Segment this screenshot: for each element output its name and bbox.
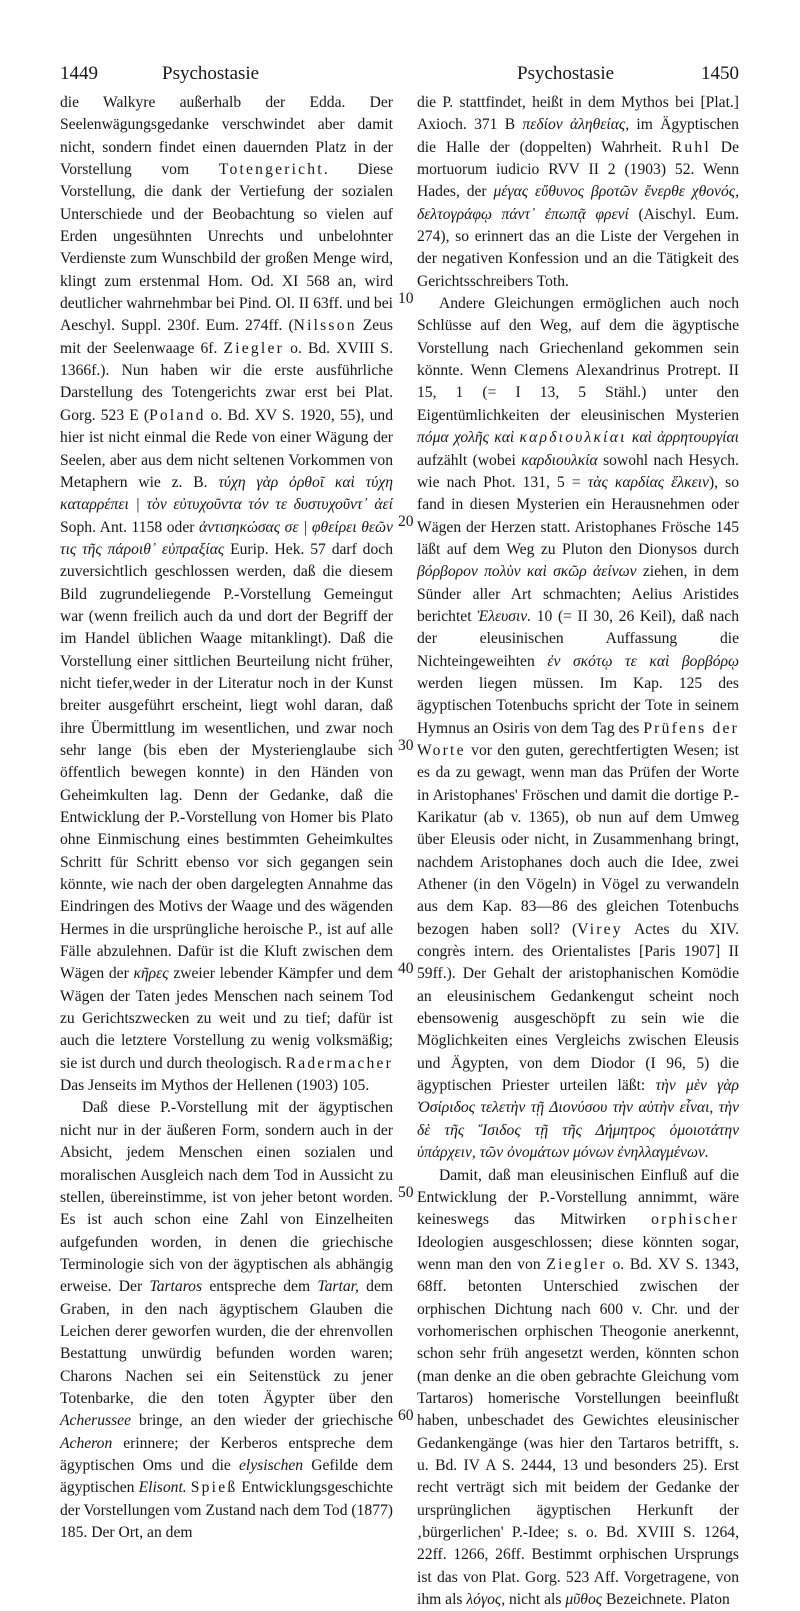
greek-quote: τύχη γὰρ ὀρθοῖ καὶ τύχη καταρρέπει | τὸν εὐτυχοῦντα τόν τε δυστυχοῦντ᾽ ἀεί [60,474,393,513]
greek-word: λόγος, [466,1591,505,1608]
text: Gefilde dem ägyptischen [60,1457,393,1496]
greek-quote: πόμα χολῆς καὶ [417,429,514,446]
text: erinnere; der Kerberos entspreche dem ägyptischen Oms und die [60,1435,393,1474]
author-name: Ziegler [546,1256,606,1273]
text: Actes du XIV. congrès intern. des Orientalistes [Paris 1907] II 59ff.). Der Gehalt der aristophanischen Komödie an eleusinischem Gedankengut scheint noch ebensowenig ausgeschöpft zu sein wie die Möglichkeiten eines Vergleichs zwischen Eleusis und Ägypten, von dem Diodor (I 96, 5) die ägyptischen Priester urteilen läßt: [417,921,739,1094]
text: die Walkyre außerhalb der Edda. Der Seelenwägungsgedanke verschwindet aber damit nicht, sondern findet einen dauernden Platz in der Vorstellung vom [60,94,393,178]
text: bringe, an den wieder der griechische [131,1412,393,1429]
text: sowohl nach Hesych. wie nach Phot. 131, 5 = [417,452,739,491]
author-name: Virey [577,921,623,938]
spaced-term: Prüfens der Worte [417,720,739,759]
paragraph [417,92,739,293]
text: 10 (= II 30, 26 Keil), daß nach der eleusinischen Auffassung die Nichteingeweihten [417,608,739,670]
text: (Aischyl. Eum. 274), so erinnert das an die Liste der Vergehen in der negativen Konfession und an die Tätigkeit des Gerichtsschreibers Toth. [417,206,739,290]
greek-quote: μέγας εὔθυνος βροτῶν ἔνερθε χθονός, δελτογράφῳ πάντ᾽ ἐπωπᾷ φρενί [417,183,739,222]
paragraph [60,1097,393,1544]
spaced-term: Totengericht [219,161,324,178]
text: o. Bd. XVIII S. 1366f.). Nun haben wir die erste ausführliche Darstellung des Totengerichts zwar erst bei Plat. Gorg. 523 E ( [60,340,393,424]
italic-term: Tartar, [317,1278,358,1295]
text: entspreche dem [202,1278,317,1295]
header-right-title: Psychostasie [517,62,614,86]
greek-quote: τὴν μὲν γὰρ Ὀσίριδος τελετὴν τῇ Διονύσου τὴν αὐτὴν εἶναι, τὴν δὲ τῆς Ἴσιδος τῇ τῆς Δήμητρος ὁμοιοτάτην ὑπάρχειν, τῶν ὀνομάτων μόνων ἐνηλλαγμένων. [417,1077,739,1161]
italic-term: Acheron [60,1435,112,1452]
text: Bezeichnete. Platon [602,1591,730,1608]
author-name: Poland [149,407,206,424]
text: De mortuorum iudicio RVV II 2 (1903) 52. Wenn Hades, der [417,139,739,201]
text: werden liegen müssen. Im Kap. 125 des ägyptischen Totenbuchs spricht der Tote in seinem Hymnus an Osiris von dem Tag des [417,675,739,737]
author-name: Ruhl [672,139,711,156]
text: Andere Gleichungen ermöglichen auch noch Schlüsse auf den Weg, auf dem die ägyptische Vorstellung nach Griechenland gekommen sein könnte. Wenn Clemens Alexandrinus Protrept. II 15, 1 (= I 13, 5 Stähl.) unter den Eigentümlichkeiten der eleusinischen Mysterien [417,295,739,424]
author-name: Spieß [191,1479,238,1496]
greek-word: μῦθος [565,1591,602,1608]
text: Damit, daß man eleusinischen Einfluß auf die Entwicklung der P.-Vorstellung annimmt, wäre keineswegs das Mitwirken [417,1167,739,1229]
text: zweier lebender Kämpfer und dem Wägen der Taten jedes Menschen nach seinem Tod zu Gerichtszwecken zu weit und zu tief; dafür ist auch die letztere Vorstellung zu wenig volksmäßig; sie ist durch und durch theologisch. [60,965,393,1071]
line-number: 10 [398,289,414,309]
greek-quote: καὶ ἀρρητουργίαι [627,429,739,446]
spaced-term: orphischer [651,1211,739,1228]
greek-quote: ἀντισηκώσας σε | φθείρει θεῶν τις τῆς πάροιθ᾽ εὐπραξίας [60,519,393,558]
text: Entwicklungsgeschichte der Vorstellungen vom Zustand nach dem Tod (1877) 185. Der Ort, an dem [60,1479,393,1541]
line-number: 60 [398,1406,414,1426]
paragraph [60,92,393,1097]
paragraph [417,293,739,1164]
text: Ideologien ausgeschlossen; diese könnten sogar, wenn man den von [417,1234,739,1273]
text: die P. stattfindet, heißt in dem Mythos bei [Plat.] Axioch. 371 B [417,94,739,133]
greek-quote: πεδίον ἀληθείας, [522,116,629,133]
greek-quote: τὰς καρδίας ἕλκειν [588,474,709,491]
text: dem Graben, in den nach ägyptischem Glauben die Leichen derer geworfen wurden, die der ehrenvollen Bestattung unwürdig befunden worden waren; Charons Nachen sei ein Seitenstück zu jener Totenbarke, die den toten Ägypter über den [60,1278,393,1407]
author-name: Ziegler [224,340,284,357]
greek-word: κῆρες [133,965,168,982]
line-number: 20 [398,512,414,532]
text: nicht als [505,1591,565,1608]
greek-word: καρδιουλκία [521,452,597,469]
paragraph [417,1165,739,1611]
author-name: Radermacher [286,1055,393,1072]
text: o. Bd. XV S. 1343, 68ff. betonten Unterschied zwischen der orphischen Dichtung nach 600 v. Chr. und der vorhomerischen orphischen Theogonie anerkennt, schon sehr früh angesetzt werden, könnten schon (man denke an die oben gebrachte Gleichung vom Tartaros) homerische Vorstellungen beeinflußt haben, unbeschadet des Gewichtes eleusinischer Gedankengänge (was hier den Tartaros betrifft, s. u. Bd. IV A S. 2444, 13 und besonders 25). Erst recht verträgt sich mit beidem der Gedanke der ursprünglichen ägyptischen Herkunft der ‚bürgerlichen' P.-Idee; s. o. Bd. XVIII S. 1264, 22ff. 1266, 26ff. Bestimmt orphischen Ursprungs ist das von Plat. Gorg. 523 Aff. Vorgetragene, von ihm als [417,1256,739,1608]
text: o. Bd. XV S. 1920, 55), und hier ist nicht einmal die Rede von einer Wägung der Seelen, aber aus dem nicht seltenen Vorkommen von Metaphern wie z. B. [60,407,393,491]
greek-quote: καρδιουλκίαι [519,429,626,446]
text: ), so fand in diesen Mysterien ein Herausnehmen oder Wägen der Herzen statt. Aristophanes Frösche 145 läßt auf dem Weg zu Pluton den Dionysos durch [417,474,739,558]
line-number: 50 [398,1183,414,1203]
italic-term: Acherussee [60,1412,131,1429]
header-right-page-number: 1450 [701,62,739,86]
greek-word: Ἐλευσιν. [477,608,531,625]
header-left-page-number: 1449 [60,62,98,86]
greek-quote: βόρβορον πολὺν καὶ σκῶρ ἀείνων [417,563,637,580]
author-name: Nilsson [294,317,357,334]
text: vor den guten, gerechtfertigten Wesen; ist es da zu gewagt, wenn man das Prüfen der Worte in Aristophanes' Fröschen und damit die dortige P.-Karikatur (ab v. 1365), ob nun auf dem Umweg über Eleusis oder nicht, in Zusammenhang bringt, nachdem Aristophanes doch auch die Idee, zwei Athener (in den Vögeln) in Vögel zu verwandeln aus dem Kap. 83—86 des gleichen Totenbuchs bezogen haben soll? ( [417,742,739,938]
italic-term: Tartaros [149,1278,202,1295]
greek-quote: ἐν σκότῳ τε καὶ βορβόρῳ [547,653,739,670]
text: Das Jenseits im Mythos der Hellenen (1903) 105. [60,1077,369,1094]
header-left-title: Psychostasie [162,62,259,86]
italic-term: Elisont. [139,1479,187,1496]
italic-term: elysischen [239,1457,303,1474]
text: ziehen, in dem Sünder aller Art schmachten; Aelius Aristides berichtet [417,563,739,625]
text: im Ägyptischen die Halle der (doppelten) Wahrheit. [417,116,739,155]
text: aufzählt (wobei [417,452,521,469]
right-column [417,92,739,1611]
line-number: 30 [398,736,414,756]
text: Daß diese P.-Vorstellung mit der ägyptischen nicht nur in der äußeren Form, sondern auch in der Absicht, jedem Menschen einen sozialen und moralischen Ausgleich nach dem Tod in Aussicht zu stellen, übereinstimme, ist von jeher betont worden. Es ist auch schon eine Zahl von Einzelheiten aufgefunden worden, in denen die griechische Terminologie sich von der ägyptischen als abhängig erweise. Der [60,1099,393,1295]
line-number: 40 [398,959,414,979]
text: Zeus mit der Seelenwaage 6f. [60,317,393,356]
text: Eurip. Hek. 57 darf doch zuversichtlich geschlossen werden, daß die diesem Bild zugrundeliegende P.-Vorstellung Gemeingut war (wenn freilich auch da und dort der Begriff der im Handel üblichen Waage mitanklingt). Daß die Vorstellung einer sittlichen Beurteilung nicht früher, nicht tiefer,weder in der Literatur noch in der Kunst breiter ausgeführt erscheint, liegt wohl daran, daß ihre Übermittlung im wesentlichen, und zwar noch sehr lange (bis eben der Mysterienglaube sich öffentlich bewegen konnte) in den Händen von Geheimkulten lag. Denn der Gedanke, daß die Entwicklung der P.-Vorstellung von Homer bis Plato ohne Einmischung eines bestimmten Geheimkultes Schritt für Schritt ebenso vor sich gegangen sein könnte, wie nach der oben dargelegten Annahme das Eindringen des Motivs der Waage und des wägenden Hermes in die ursprüngliche heroische P., ist auf alle Fälle abzulehnen. Dafür ist die Kluft zwischen dem Wägen der [60,541,393,983]
text: . Diese Vorstellung, die dank der Vertiefung der sozialen Unterschiede und der Beobachtung so vielen auf Erden ungesühnten Unrechts und unbelohnter Verdienste zum Wunschbild der großen Menge wird, klingt zum erstenmal Hom. Od. XI 568 an, wird deutlicher wahrnehmbar bei Pind. Ol. II 63ff. und bei Aeschyl. Suppl. 230f. Eum. 274ff. ( [60,161,393,334]
text: Soph. Ant. 1158 oder [60,519,199,536]
left-column [60,92,393,1544]
